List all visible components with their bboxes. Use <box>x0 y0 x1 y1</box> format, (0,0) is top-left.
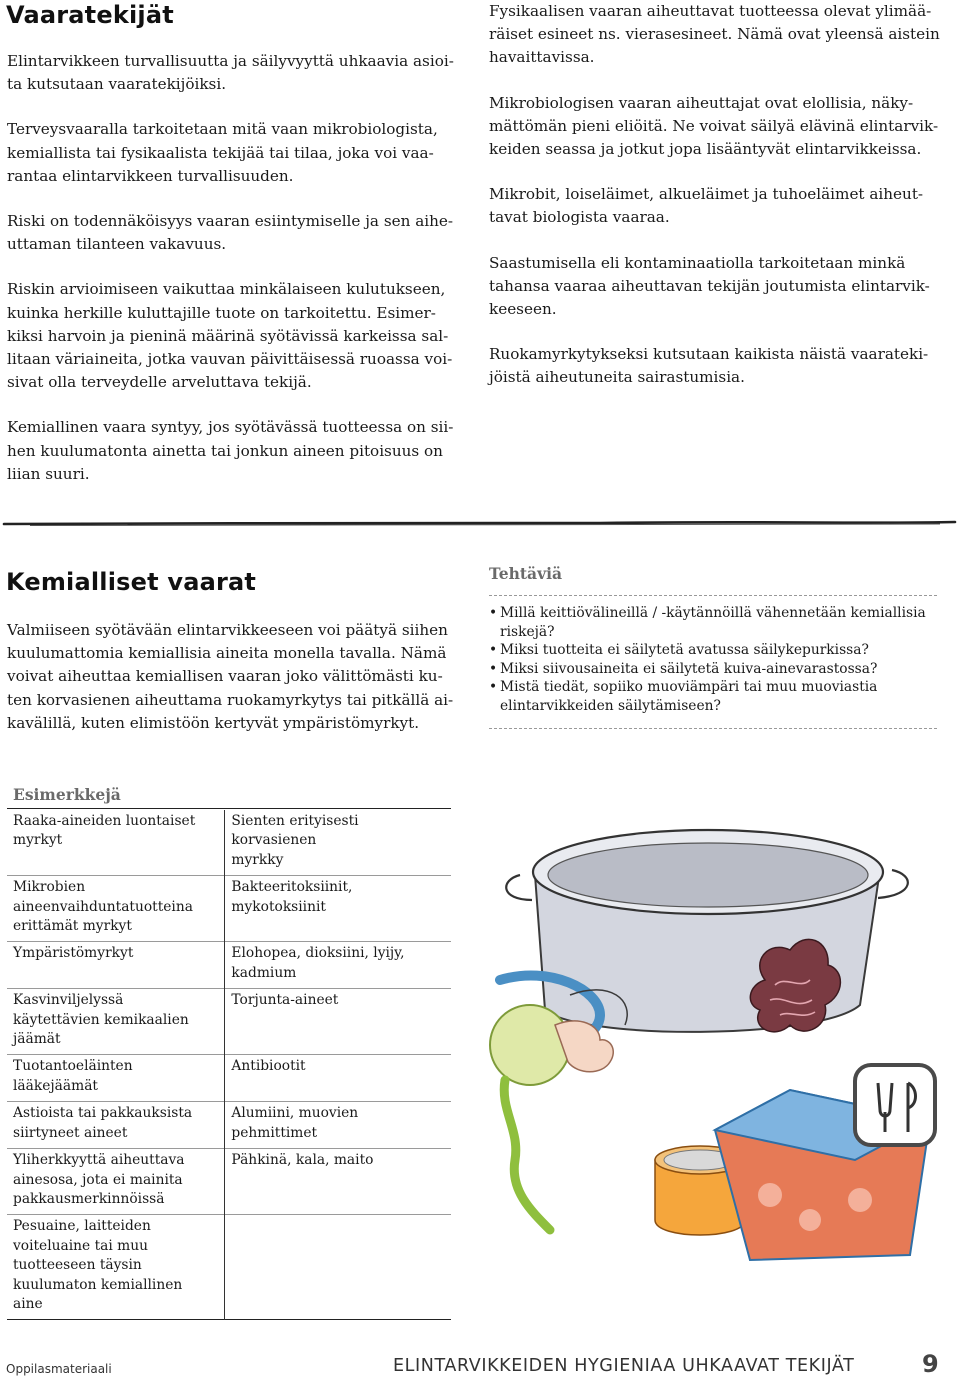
section-divider <box>0 518 960 530</box>
table-cell-example <box>225 1215 451 1320</box>
tasks-list <box>489 604 937 716</box>
table-cell-source: Pesuaine, laitteiden voiteluaine tai muu tuotteeseen täysin kuulumaton kemiallinen aine <box>7 1215 225 1320</box>
table-cell-example: Torjunta-aineet <box>231 992 339 1009</box>
table-row <box>7 942 451 989</box>
examples-table <box>7 810 451 1320</box>
paragraph: Riskin arvioimiseen vaikuttaa minkälaiseen kulutukseen, kuinka herkille kuluttajille tuote on tarkoitettu. Esimer- kiksi harvoin ja pieninä määrinä syötävissä karkeissa sal- litaan väriaineita, jotka vauvan päivittäisessä ruoassa voi- sivat olla terveydelle arveluttava tekijä. <box>7 280 453 392</box>
paragraph: Mikrobiologisen vaaran aiheuttajat ovat elollisia, näky- mättömän pieni eliöitä. Ne voivat säilyä elävinä elintarvik- keiden seassa ja jotkut jopa lisääntyvät elintarvikkeissa. <box>489 93 939 159</box>
table-row <box>7 1055 451 1102</box>
table-cell-example: Sienten erityisesti korvasienen myrkky <box>231 813 359 868</box>
footer-title: ELINTARVIKKEIDEN HYGIENIAA UHKAAVAT TEKIJÄT <box>393 1356 855 1376</box>
page-title: Vaaratekijät <box>6 1 174 29</box>
table-cell-source: Raaka-aineiden luontaiset myrkyt <box>7 810 225 876</box>
task-item: • Mistä tiedät, sopiiko muoviämpäri tai muu muoviastia elintarvikkeiden säilytämiseen? <box>489 678 937 715</box>
right-column-text <box>489 0 951 412</box>
paragraph: Terveysvaaralla tarkoitetaan mitä vaan mikrobiologista, kemiallista tai fysikaalista tekijää tai tilaa, joka voi vaa- rantaa elintarvikkeen turvallisuuden. <box>7 120 438 185</box>
paragraph: Kemiallinen vaara syntyy, jos syötävässä tuotteessa on sii- hen kuulumatonta ainetta tai jonkun aineen pitoisuus on liian suuri. <box>7 418 454 483</box>
table-cell-example: Alumiini, muovien pehmittimet <box>231 1105 359 1141</box>
table-cell-source: Ympäristömyrkyt <box>7 942 225 989</box>
paragraph: Riski on todennäköisyys vaaran esiintymiselle ja sen aihe- uttaman tilanteen vakavuus. <box>7 212 454 254</box>
table-cell-source: Mikrobien aineenvaihduntatuotteina erittämät myrkyt <box>7 876 225 942</box>
table-row <box>7 1102 451 1149</box>
paragraph: Mikrobit, loiseläimet, alkueläimet ja tuhoeläimet aiheut- tavat biologista vaaraa. <box>489 185 924 227</box>
tasks-heading: Tehtäviä <box>489 564 563 583</box>
table-row <box>7 1149 451 1215</box>
paragraph: Elintarvikkeen turvallisuutta ja säilyvyyttä uhkaavia asioi- ta kutsutaan vaaratekijöiksi. <box>7 52 454 94</box>
food-safe-symbol-icon <box>855 1065 935 1145</box>
table-row <box>7 1215 451 1320</box>
section-paragraph: Valmiiseen syötävään elintarvikkeeseen voi päätyä siihen kuulumattomia kemiallisia aineita monella tavalla. Nämä voivat aiheuttaa kemiallisen vaaran joko välittömästi ku- ten korvasienen aiheuttama ruokamyrkytys tai pitkällä ai- kavälillä, kuten elimistöön kertyvät ympäristömyrkyt. <box>7 621 454 732</box>
tasks-box <box>489 564 937 729</box>
paragraph: Saastumisella eli kontaminaatiolla tarkoitetaan minkä tahansa vaaraa aiheuttavan tekijän joutumista elintarvik- keeseen. <box>489 253 930 319</box>
left-column-text <box>7 50 459 508</box>
task-item: • Millä keittiövälineillä / -käytännöillä vähennetään kemiallisia riskejä? <box>489 604 937 641</box>
cooking-pot-icon <box>506 830 908 1032</box>
table-cell-example: Pähkinä, kala, maito <box>231 1152 374 1169</box>
table-cell-source: Yliherkkyyttä aiheuttava ainesosa, jota ei mainita pakkausmerkinnöissä <box>7 1149 225 1215</box>
kitchen-illustration <box>460 800 950 1280</box>
task-item: • Miksi siivousaineita ei säilytetä kuiva-ainevarastossa? <box>489 660 937 679</box>
table-cell-source: Tuotantoeläinten lääkejäämät <box>7 1055 225 1102</box>
footer-label: Oppilasmateriaali <box>6 1362 112 1376</box>
task-item: • Miksi tuotteita ei säilytetä avatussa säilykepurkissa? <box>489 641 937 660</box>
examples-rule <box>7 808 451 809</box>
table-cell-example: Elohopea, dioksiini, lyijy, kadmium <box>231 945 405 981</box>
table-row <box>7 876 451 942</box>
examples-heading: Esimerkkejä <box>13 785 121 804</box>
table-cell-example: Bakteeritoksiinit, mykotoksiinit <box>231 879 353 915</box>
section-heading: Kemialliset vaarat <box>6 568 257 596</box>
tasks-rule-top <box>489 595 937 596</box>
table-cell-example: Antibiootit <box>231 1058 306 1075</box>
paragraph: Ruokamyrkytykseksi kutsutaan kaikista näistä vaarateki- jöistä aiheutuneita sairastumisia. <box>489 345 929 387</box>
page-number: 9 <box>922 1350 939 1378</box>
table-cell-source: Astioista tai pakkauksista siirtyneet aineet <box>7 1102 225 1149</box>
paragraph: Fysikaalisen vaaran aiheuttavat tuotteessa olevat ylimää- räiset esineet ns. vierasesineet. Nämä ovat yleensä aistein havaittavissa. <box>489 2 940 67</box>
table-cell-source: Kasvinviljelyssä käytettävien kemikaalien jäämät <box>7 989 225 1055</box>
table-row <box>7 810 451 876</box>
tasks-rule-bottom <box>489 728 937 729</box>
table-row <box>7 989 451 1055</box>
